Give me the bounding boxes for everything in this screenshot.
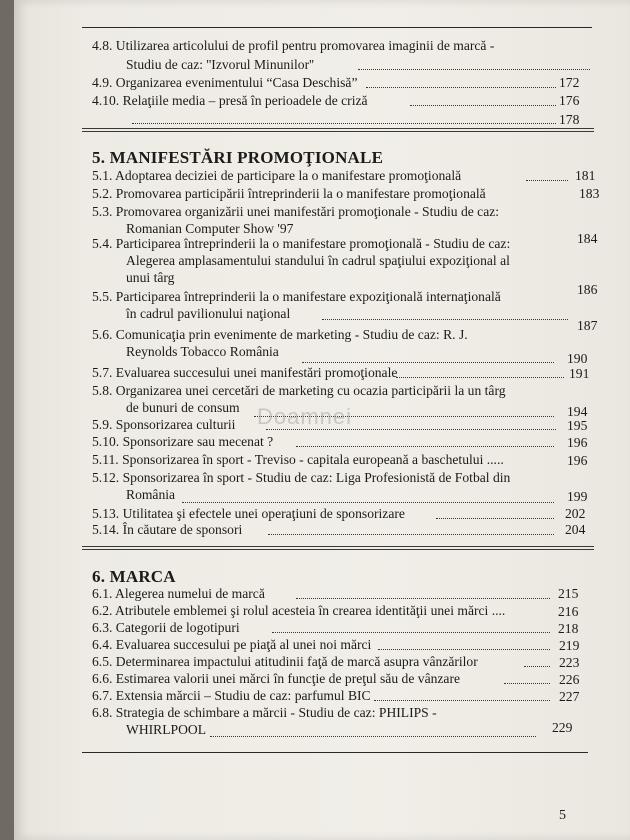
page-ref: 183	[579, 186, 600, 201]
entry-number: 5.11.	[92, 452, 119, 467]
toc-entry-5-10	[92, 434, 273, 449]
toc-entry-5-11	[92, 452, 504, 467]
page-ref: 184	[577, 231, 598, 246]
dot-leader	[524, 666, 550, 667]
entry-number: 5.9.	[92, 417, 113, 432]
dot-leader	[272, 632, 550, 633]
dot-leader	[268, 534, 554, 535]
entry-title: Promovarea organizării unei manifestări promoţionale - Studiu de caz:	[115, 204, 500, 219]
page-ref: 218	[558, 621, 579, 636]
section-divider	[82, 546, 594, 547]
toc-entry-5-8	[92, 383, 506, 398]
toc-entry-5-1	[92, 168, 461, 183]
dot-leader	[302, 362, 554, 363]
toc-entry-6-5	[92, 654, 478, 669]
page-ref: 196	[567, 435, 588, 450]
entry-title: Evaluarea succesului pe piaţă al unei noi mărci	[115, 637, 372, 652]
entry-number: 6.5.	[92, 654, 113, 669]
page-ref: 190	[567, 351, 588, 366]
dot-leader	[526, 180, 568, 181]
entry-title: Sponsorizare sau mecenat ?	[122, 434, 274, 449]
entry-continuation: Studiu de caz: ''Izvorul Minunilor''	[126, 57, 314, 72]
page-ref: 219	[559, 638, 580, 653]
page-ref: 215	[558, 586, 579, 601]
dot-leader	[182, 502, 554, 503]
entry-title: Utilizarea articolului de profil pentru promovarea imaginii de marcă -	[115, 38, 495, 53]
entry-number: 5.4.	[92, 236, 113, 251]
entry-title: Categorii de logotipuri	[115, 620, 240, 635]
entry-continuation: de bunuri de consum	[126, 400, 240, 415]
entry-number: 5.10.	[92, 434, 120, 449]
page-ref: 178	[559, 112, 580, 127]
dot-leader	[358, 69, 590, 70]
entry-title: Organizarea unei cercetări de marketing cu ocazia participării la un târg	[115, 383, 506, 398]
entry-number: 5.2.	[92, 186, 113, 201]
entry-number: 6.6.	[92, 671, 113, 686]
toc-entry-6-6	[92, 671, 460, 686]
entry-number: 4.9.	[92, 75, 113, 90]
toc-entry-4-9	[92, 75, 357, 90]
entry-number: 6.4.	[92, 637, 113, 652]
bottom-rule	[82, 752, 588, 753]
toc-entry-6-4	[92, 637, 371, 652]
entry-number: 5.14.	[92, 522, 120, 537]
entry-number: 5.8.	[92, 383, 113, 398]
dot-leader	[410, 105, 556, 106]
toc-entry-4-8	[92, 38, 494, 53]
entry-title: Sponsorizarea în sport - Studiu de caz: Liga Profesionistă de Fotbal din	[122, 470, 511, 485]
dot-leader	[378, 649, 550, 650]
entry-title: Determinarea impactului atitudinii faţă de marcă asupra vânzărilor	[115, 654, 478, 669]
page-ref: 202	[565, 506, 586, 521]
toc-entry-5-7	[92, 365, 397, 380]
page-ref: 226	[559, 672, 580, 687]
entry-title: Comunicaţia prin evenimente de marketing - Studiu de caz: R. J.	[115, 327, 468, 342]
entry-title: Estimarea valorii unei mărci în funcţie de preţul său de vânzare	[115, 671, 461, 686]
entry-number: 5.13.	[92, 506, 120, 521]
watermark: Doamnei	[257, 404, 353, 429]
top-rule	[82, 27, 592, 28]
entry-title: Atributele emblemei şi rolul acesteia în crearea identităţii unei mărci ....	[115, 603, 506, 618]
page-ref: 187	[577, 318, 598, 333]
toc-entry-5-3	[92, 204, 499, 219]
toc-entry-6-8	[92, 705, 437, 720]
entry-title: Extensia mărcii – Studiu de caz: parfumul BIC	[115, 688, 371, 703]
page-ref: 186	[577, 282, 598, 297]
entry-continuation: Reynolds Tobacco România	[126, 344, 279, 359]
page-ref: 176	[559, 93, 580, 108]
page-ref: 181	[575, 168, 596, 183]
toc-entry-5-2	[92, 186, 486, 201]
page-number: 5	[559, 808, 566, 823]
dot-leader	[322, 319, 568, 320]
page-ref: 216	[558, 604, 579, 619]
dot-leader	[296, 598, 550, 599]
entry-title: Sponsorizarea culturii	[115, 417, 236, 432]
toc-entry-5-5	[92, 289, 501, 304]
dot-leader	[436, 518, 554, 519]
entry-number: 5.12.	[92, 470, 120, 485]
entry-title: Organizarea evenimentului “Casa Deschisă”	[115, 75, 358, 90]
toc-entry-5-9	[92, 417, 235, 432]
page-ref: 229	[552, 720, 573, 735]
entry-title: În căutare de sponsori	[122, 522, 243, 537]
entry-continuation: WHIRLPOOL	[126, 722, 207, 737]
page-ref: 223	[559, 655, 580, 670]
entry-number: 4.10.	[92, 93, 120, 108]
dot-leader	[374, 700, 550, 701]
entry-title: Promovarea participării întreprinderii la o manifestare promoţională	[115, 186, 486, 201]
toc-entry-5-13	[92, 506, 405, 521]
dot-leader	[210, 736, 536, 737]
entry-continuation: Romanian Computer Show '97	[126, 221, 294, 236]
entry-title: Utilitatea şi efectele unei operaţiuni de sponsorizare	[122, 506, 405, 521]
toc-entry-5-14	[92, 522, 242, 537]
section-heading-5: 5. MANIFESTĂRI PROMOŢIONALE	[92, 148, 384, 167]
entry-title: Sponsorizarea în sport - Treviso - capitala europeană a baschetului .....	[122, 452, 504, 467]
entry-title: Evaluarea succesului unei manifestări promoţionale	[115, 365, 398, 380]
entry-number: 6.7.	[92, 688, 113, 703]
entry-number: 5.7.	[92, 365, 113, 380]
page-ref: 196	[567, 453, 588, 468]
page-ref: 195	[567, 418, 588, 433]
entry-number: 4.8.	[92, 38, 113, 53]
entry-title: Alegerea numelui de marcă	[115, 586, 265, 601]
section-heading-6: 6. MARCA	[92, 567, 176, 586]
toc-entry-6-3	[92, 620, 240, 635]
entry-number: 5.5.	[92, 289, 113, 304]
toc-entry-6-1	[92, 586, 265, 601]
entry-continuation: unui târg	[126, 270, 175, 285]
book-page	[14, 0, 630, 840]
entry-title: Relaţiile media – presă în perioadele de criză	[122, 93, 368, 108]
entry-title: Adoptarea deciziei de participare la o manifestare promoţională	[115, 168, 462, 183]
entry-continuation: România	[126, 487, 176, 502]
entry-number: 6.3.	[92, 620, 113, 635]
entry-continuation: în cadrul pavilionului naţional	[126, 306, 291, 321]
entry-number: 6.8.	[92, 705, 113, 720]
page-ref: 172	[559, 75, 580, 90]
entry-number: 6.2.	[92, 603, 113, 618]
entry-title: Participarea întreprinderii la o manifestare promoţională - Studiu de caz:	[115, 236, 511, 251]
entry-number: 5.3.	[92, 204, 113, 219]
toc-entry-6-2	[92, 603, 505, 618]
entry-number: 5.1.	[92, 168, 113, 183]
entry-title: Strategia de schimbare a mărcii - Studiu de caz: PHILIPS -	[115, 705, 437, 720]
toc-entry-5-4	[92, 236, 510, 251]
page-ref: 204	[565, 522, 586, 537]
page-ref: 227	[559, 689, 580, 704]
page-ref: 194	[567, 404, 588, 419]
section-divider	[82, 128, 594, 129]
dot-leader	[366, 87, 556, 88]
entry-number: 5.6.	[92, 327, 113, 342]
toc-entry-5-12	[92, 470, 510, 485]
toc-entry-5-6	[92, 327, 468, 342]
dot-leader	[396, 377, 564, 378]
dot-leader	[504, 683, 550, 684]
page-ref: 191	[569, 366, 590, 381]
dot-leader	[296, 446, 554, 447]
entry-title: Participarea întreprinderii la o manifestare expoziţională internaţională	[115, 289, 501, 304]
entry-continuation: Alegerea amplasamentului standului în cadrul spaţiului expoziţional al	[126, 253, 510, 268]
dot-leader	[132, 123, 556, 124]
toc-entry-4-10	[92, 93, 368, 108]
page-ref: 199	[567, 489, 588, 504]
toc-entry-6-7	[92, 688, 371, 703]
entry-number: 6.1.	[92, 586, 113, 601]
